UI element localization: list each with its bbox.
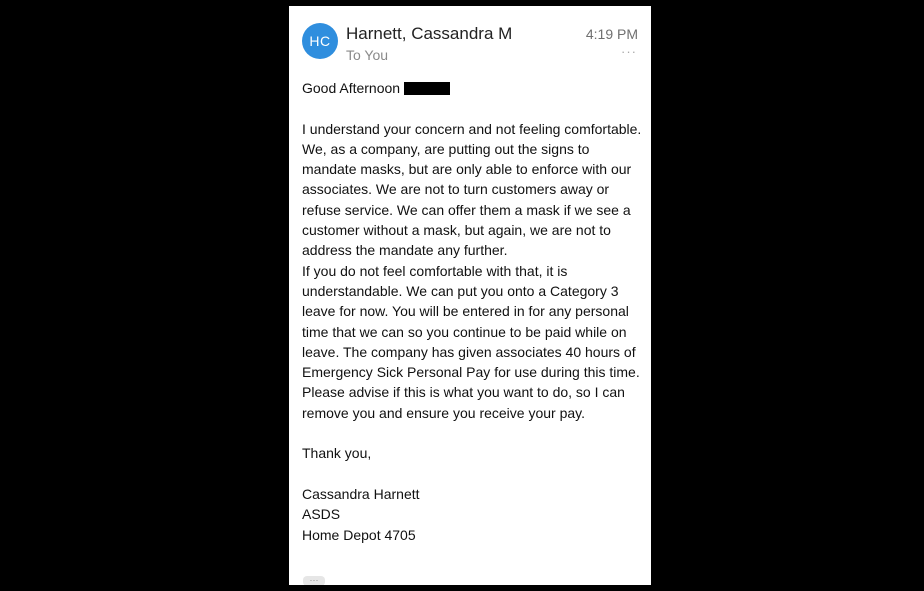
show-more-icon[interactable]: ··· xyxy=(303,576,325,585)
avatar[interactable]: HC xyxy=(302,23,338,59)
paragraph-2: If you do not feel comfortable with that, it is understandable. We can put you onto a Category 3 leave for now. You will be entered in for any personal time that we can so you continue to be paid while on leave. The company has given associates 40 hours of Emergency Sick Personal Pay for use during this time. xyxy=(302,262,640,381)
greeting-text: Good Afternoon xyxy=(302,80,401,96)
paragraph-1: I understand your concern and not feeling comfortable. We, as a company, are putting out the signs to mandate masks, but are only able to enforce with our associates. We are not to turn customers away or refuse service. We can offer them a mask if we see a customer without a mask, but again, we are not to address the mandate any further. xyxy=(302,120,642,259)
paragraph-3: Please advise if this is what you want to do, so I can remove you and ensure you receive your pay. xyxy=(302,384,625,421)
redacted-name-block xyxy=(404,82,450,95)
closing: Thank you, xyxy=(302,445,372,462)
recipient-label: To You xyxy=(346,47,389,63)
sender-name[interactable]: Harnett, Cassandra M xyxy=(346,24,513,43)
signature-title: ASDS xyxy=(302,506,341,523)
email-message-card xyxy=(289,6,651,585)
signature-company: Home Depot 4705 xyxy=(302,526,416,543)
more-options-icon[interactable]: ··· xyxy=(621,44,637,59)
greeting-line xyxy=(302,78,642,98)
message-body xyxy=(302,78,642,545)
message-time: 4:19 PM xyxy=(585,26,638,42)
signature-name: Cassandra Harnett xyxy=(302,485,420,502)
